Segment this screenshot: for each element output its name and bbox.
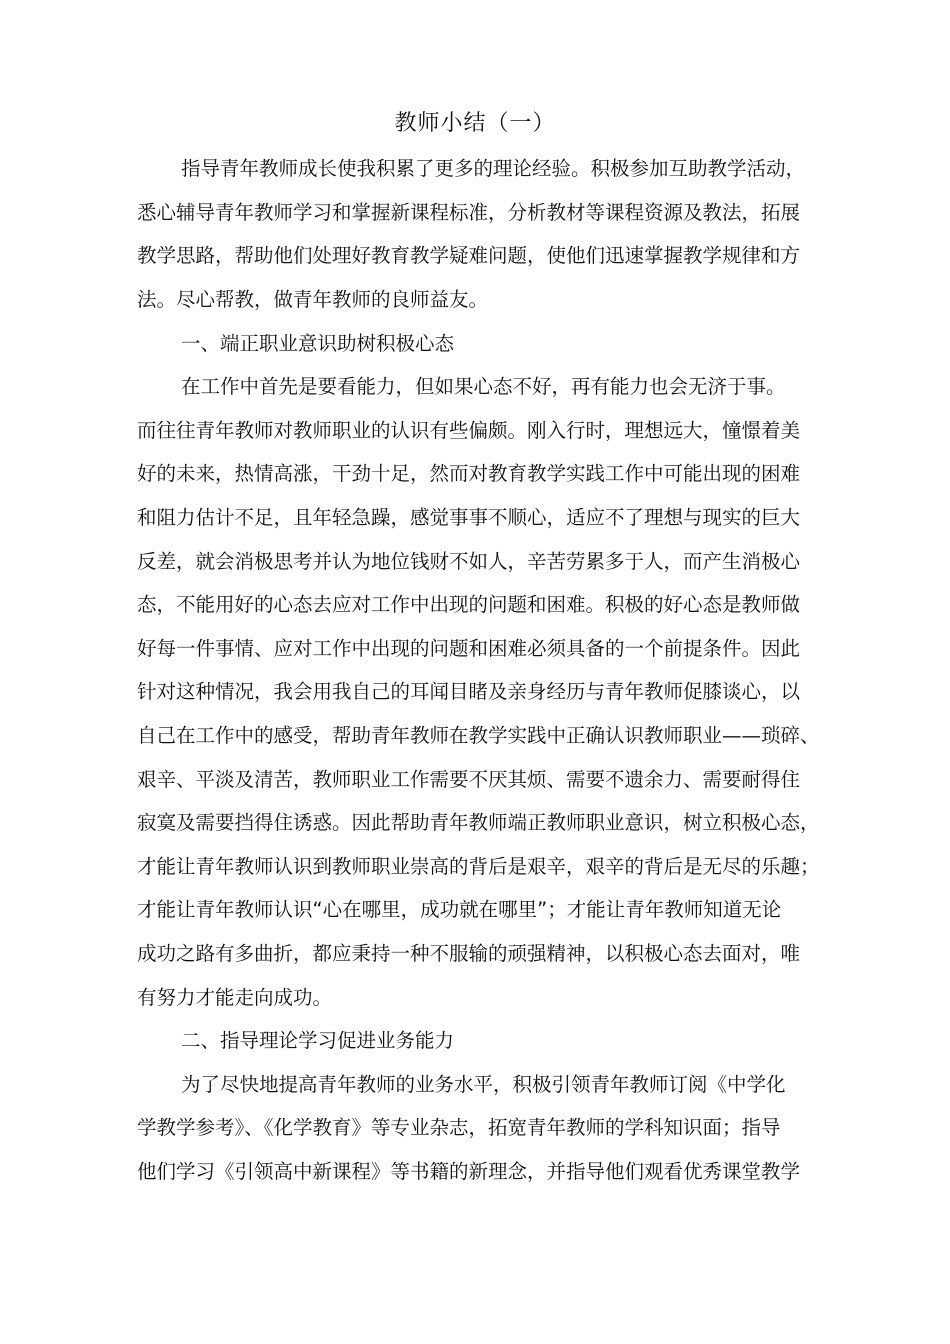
paragraph-line: 法。尽心帮教，做青年教师的良师益友。	[137, 288, 489, 311]
paragraph-line: 艰辛、平淡及清苦，教师职业工作需要不厌其烦、需要不遗余力、需要耐得住	[137, 768, 801, 791]
paragraph-line: 态，不能用好的心态去应对工作中出现的问题和困难。积极的好心态是教师做	[137, 593, 801, 616]
paragraph-line: 他们学习《引领高中新课程》等书籍的新理念，并指导他们观看优秀课堂教学	[137, 1160, 801, 1183]
paragraph-line: 和阻力估计不足，且年轻急躁，感觉事事不顺心，适应不了理想与现实的巨大	[137, 506, 801, 529]
paragraph-line: 好每一件事情、应对工作中出现的问题和困难必须具备的一个前提条件。因此	[137, 637, 801, 660]
document-title: 教师小结（一）	[394, 111, 556, 136]
paragraph-line: 而往往青年教师对教师职业的认识有些偏颇。刚入行时，理想远大，憧憬着美	[137, 419, 801, 442]
paragraph-line: 自己在工作中的感受，帮助青年教师在教学实践中正确认识教师职业——琐碎、	[137, 724, 820, 747]
paragraph-line: 指导青年教师成长使我积累了更多的理论经验。积极参加互助教学活动，	[181, 157, 806, 180]
paragraph-line: 才能让青年教师认识到教师职业崇高的背后是艰辛，艰辛的背后是无尽的乐趣；	[137, 855, 820, 878]
section-heading-2: 二、指导理论学习促进业务能力	[181, 1029, 455, 1052]
paragraph-line: 教学思路，帮助他们处理好教育教学疑难问题，使他们迅速掌握教学规律和方	[137, 244, 801, 267]
paragraph-line: 悉心辅导青年教师学习和掌握新课程标准，分析教材等课程资源及教法，拓展	[137, 201, 801, 224]
paragraph-line: 在工作中首先是要看能力，但如果心态不好，再有能力也会无济于事。	[181, 375, 786, 398]
paragraph-line: 有努力才能走向成功。	[137, 986, 333, 1009]
paragraph-line: 成功之路有多曲折，都应秉持一种不服输的顽强精神，以积极心态去面对，唯	[137, 942, 801, 965]
paragraph-line: 寂寞及需要挡得住诱惑。因此帮助青年教师端正教师职业意识，树立积极心态，	[137, 811, 820, 834]
section-heading-1: 一、端正职业意识助树积极心态	[181, 332, 455, 355]
paragraph-line: 好的未来，热情高涨，干劲十足，然而对教育教学实践工作中可能出现的困难	[137, 462, 801, 485]
paragraph-line: 为了尽快地提高青年教师的业务水平，积极引领青年教师订阅《中学化	[181, 1073, 786, 1096]
paragraph-line: 才能让青年教师认识“心在哪里，成功就在哪里”；才能让青年教师知道无论	[137, 898, 782, 921]
paragraph-line: 学教学参考》、《化学教育》等专业杂志，拓宽青年教师的学科知识面；指导	[137, 1116, 781, 1139]
paragraph-line: 针对这种情况，我会用我自己的耳闻目睹及亲身经历与青年教师促膝谈心，以	[137, 680, 801, 703]
paragraph-line: 反差，就会消极思考并认为地位钱财不如人，辛苦劳累多于人，而产生消极心	[137, 550, 801, 573]
